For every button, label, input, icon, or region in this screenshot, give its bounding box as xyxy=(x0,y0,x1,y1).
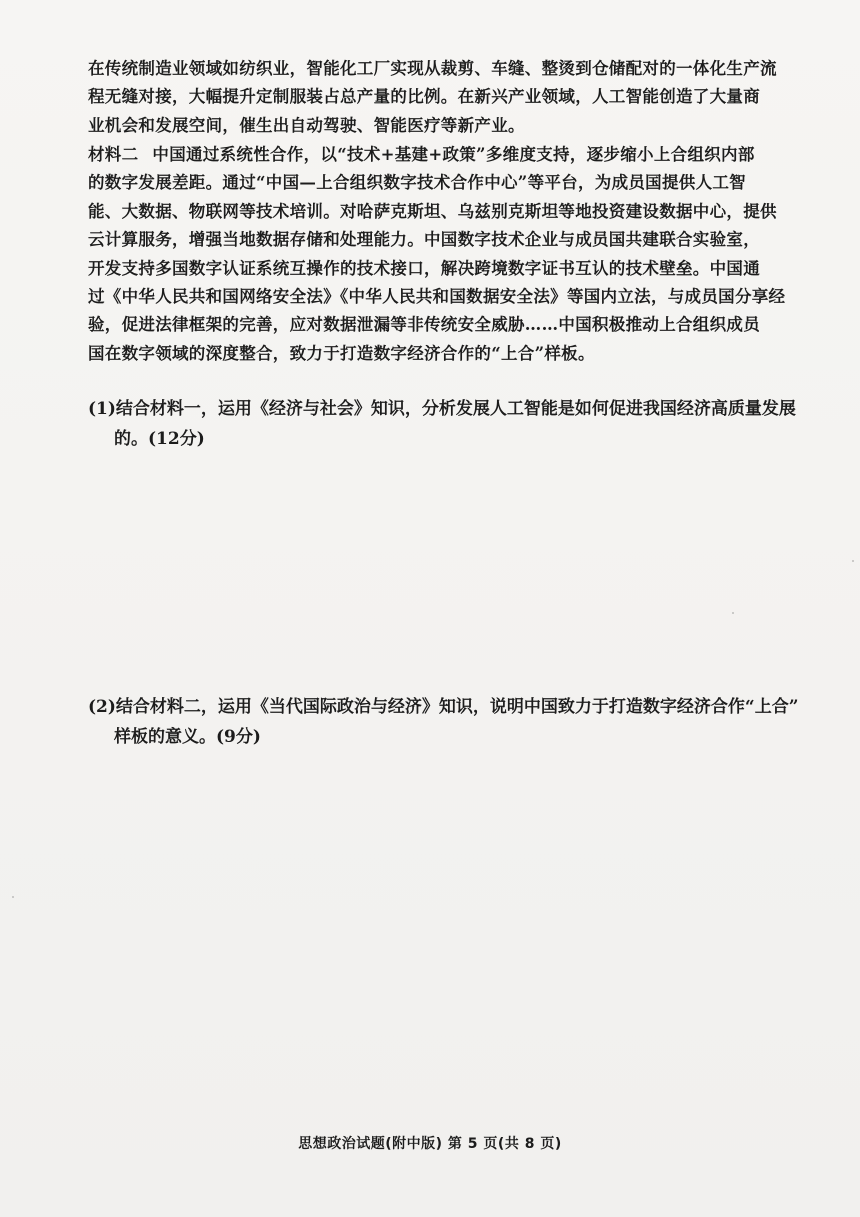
question-two xyxy=(88,692,808,752)
question-one xyxy=(88,394,808,454)
material-two-first-line xyxy=(88,141,808,169)
material-two-line-0: 中国通过系统性合作，以“技术+基建+政策”多维度支持，逐步缩小上合组织内部 xyxy=(152,145,755,164)
scan-speck xyxy=(12,896,14,898)
material-one-line-3: 业机会和发展空间，催生出自动驾驶、智能医疗等新产业。 xyxy=(88,115,525,135)
question-two-line-2: 样板的意义。(9分) xyxy=(114,727,261,747)
material-two-line-2: 能、大数据、物联网等技术培训。对哈萨克斯坦、乌兹别克斯坦等地投资建设数据中心，提供 xyxy=(88,201,777,221)
material-two-line-3: 云计算服务，增强当地数据存储和处理能力。中国数字技术企业与成员国共建联合实验室， xyxy=(88,230,760,250)
scan-speck xyxy=(852,560,854,562)
material-two-line-6: 验，促进法律框架的完善，应对数据泄漏等非传统安全威胁……中国积极推动上合组织成员 xyxy=(88,315,760,335)
material-two-label: 材料二 xyxy=(88,145,139,164)
question-one-line-2: 的。(12分) xyxy=(114,429,205,449)
material-two xyxy=(88,141,808,368)
material-two-line-1: 的数字发展差距。通过“中国—上合组织数字技术合作中心”等平台，为成员国提供人工智 xyxy=(88,173,746,193)
material-one-line-2: 程无缝对接，大幅提升定制服装占总产量的比例。在新兴产业领域，人工智能创造了大量商 xyxy=(88,87,760,107)
material-two-line-5: 过《中华人民共和国网络安全法》《中华人民共和国数据安全法》等国内立法，与成员国分享经 xyxy=(88,287,786,307)
material-two-line-7: 国在数字领域的深度整合，致力于打造数字经济合作的“上合”样板。 xyxy=(88,343,595,363)
question-two-line-1: (2)结合材料二，运用《当代国际政治与经济》知识，说明中国致力于打造数字经济合作“上合” xyxy=(88,697,799,717)
question-one-line-1: (1)结合材料一，运用《经济与社会》知识，分析发展人工智能是如何促进我国经济高质量发展 xyxy=(88,399,796,419)
material-one-line-1: 在传统制造业领域如纺织业，智能化工厂实现从裁剪、车缝、整烫到仓储配对的一体化生产流 xyxy=(88,59,777,78)
material-two-line-4: 开发支持多国数字认证系统互操作的技术接口，解决跨境数字证书互认的技术壁垒。中国通 xyxy=(88,258,760,278)
page-footer: 思想政治试题(附中版) 第 5 页(共 8 页) xyxy=(298,1136,562,1152)
scan-speck xyxy=(732,612,734,614)
material-one-continued xyxy=(88,55,808,140)
